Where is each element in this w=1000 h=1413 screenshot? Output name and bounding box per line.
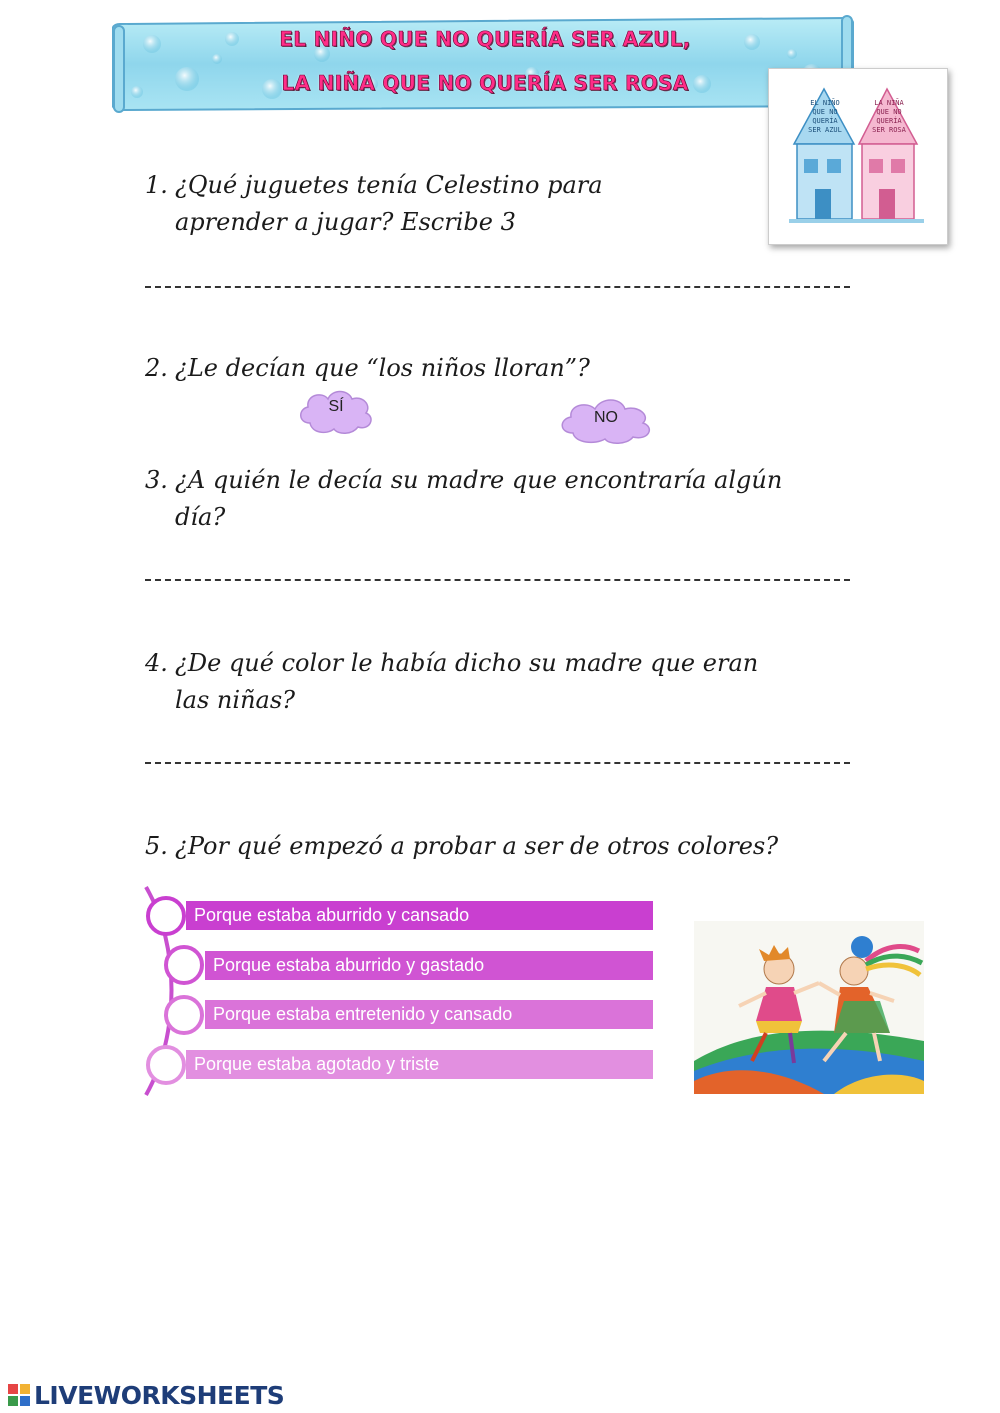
question-text: ¿De qué color le había dicho su madre que eran — [175, 649, 759, 677]
question-text-cont: las niñas? — [175, 686, 296, 714]
liveworksheets-logo-icon — [8, 1384, 30, 1406]
question-number: 1. — [145, 171, 168, 199]
answer-line-3[interactable] — [145, 579, 850, 581]
answer-no-label: NO — [594, 409, 618, 426]
option-3[interactable]: Porque estaba entretenido y cansado — [205, 1000, 653, 1029]
answer-yes-cloud[interactable] — [296, 387, 376, 435]
answer-yes-label: SÍ — [328, 398, 344, 415]
answer-line-4[interactable] — [145, 762, 850, 764]
answer-no-cloud[interactable] — [557, 395, 655, 445]
question-text: ¿Por qué empezó a probar a ser de otros colores? — [175, 832, 779, 860]
footer-logo-text: LIVEWORKSHEETS — [34, 1381, 285, 1410]
option-4-circle[interactable] — [146, 1045, 186, 1085]
question-5 — [145, 828, 905, 865]
option-1[interactable]: Porque estaba aburrido y cansado — [186, 901, 653, 930]
question-number: 2. — [145, 354, 168, 382]
question-text-cont: aprender a jugar? Escribe 3 — [175, 208, 516, 236]
question-number: 4. — [145, 649, 168, 677]
option-4[interactable]: Porque estaba agotado y triste — [186, 1050, 653, 1079]
title-line-2: LA NIÑA QUE NO QUERÍA SER ROSA — [281, 71, 689, 95]
book-cover-image — [768, 68, 948, 245]
question-text: ¿Qué juguetes tenía Celestino para — [175, 171, 603, 199]
question-number: 3. — [145, 466, 168, 494]
question-2 — [145, 350, 845, 387]
option-1-circle[interactable] — [146, 896, 186, 936]
question-4 — [145, 645, 905, 719]
cover-right-title: LA NIÑA QUE NO QUERÍA SER ROSA — [872, 99, 906, 134]
question-3 — [145, 462, 905, 536]
question-text: ¿Le decían que “los niños lloran”? — [175, 354, 590, 382]
question-number: 5. — [145, 832, 168, 860]
question-text-cont: día? — [175, 503, 226, 531]
children-illustration — [694, 921, 924, 1094]
option-3-circle[interactable] — [164, 995, 204, 1035]
title-line-1: EL NIÑO QUE NO QUERÍA SER AZUL, — [279, 27, 691, 51]
cover-left-title: EL NIÑO QUE NO QUERÍA SER AZUL — [808, 99, 842, 134]
question-text: ¿A quién le decía su madre que encontraría algún — [175, 466, 783, 494]
answer-line-1[interactable] — [145, 286, 850, 288]
question-1 — [145, 167, 745, 241]
option-2[interactable]: Porque estaba aburrido y gastado — [205, 951, 653, 980]
option-2-circle[interactable] — [164, 945, 204, 985]
